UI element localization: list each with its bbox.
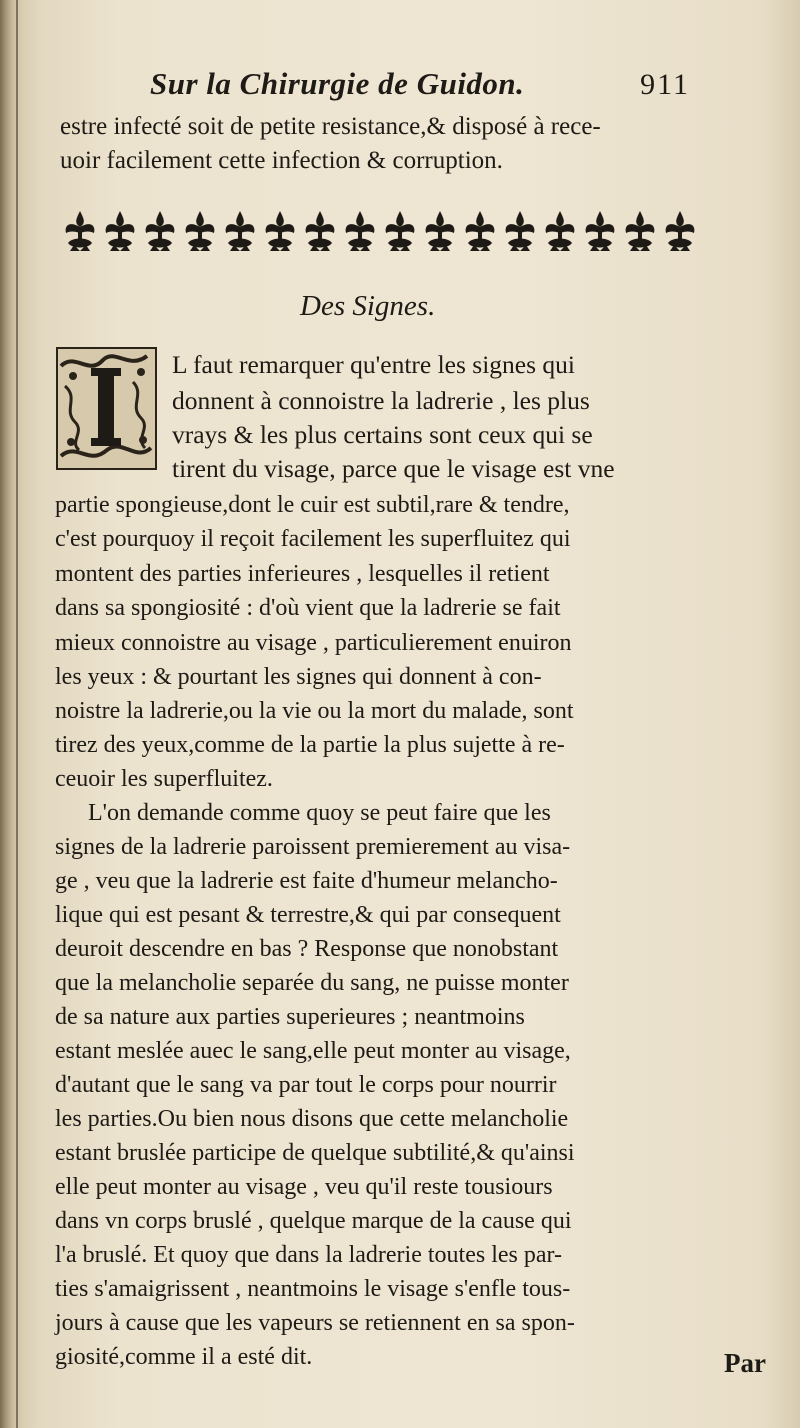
text-line: noistre la ladrerie,ou la vie ou la mort du malade, sont [55,698,574,724]
text-line: giosité,comme il a esté dit. [55,1344,313,1370]
initial-ornament [55,346,158,471]
text-line: les parties.Ou bien nous disons que cette melancholie [55,1106,569,1132]
page-number: 911 [640,68,690,101]
text-line: dans vn corps bruslé , quelque marque de la cause qui [55,1208,572,1234]
text-line: ties s'amaigrissent , neantmoins le visage s'enfle tous- [55,1276,571,1302]
text-line: L'on demande comme quoy se peut faire que les [88,800,551,826]
text-line: estre infecté soit de petite resistance,& disposé à rece- [60,113,601,140]
text-line: lique qui est pesant & terrestre,& qui par consequent [55,902,561,928]
text-line: partie spongieuse,dont le cuir est subtil,rare & tendre, [55,492,570,518]
section-title: Des Signes. [300,290,436,322]
text-line: signes de la ladrerie paroissent premierement au visa- [55,834,571,860]
text-line: jours à cause que les vapeurs se retiennent en sa spon- [55,1310,575,1336]
text-line: ge , veu que la ladrerie est faite d'humeur melancho- [55,868,558,894]
text-line: estant bruslée participe de quelque subtilité,& qu'ainsi [55,1140,575,1166]
text-line: dans sa spongiosité : d'où vient que la ladrerie se fait [55,595,561,621]
text-line: tirez des yeux,comme de la partie la plus sujette à re- [55,732,565,758]
text-line: l'a bruslé. Et quoy que dans la ladrerie toutes les par- [55,1242,563,1268]
text-line: uoir facilement cette infection & corruption. [60,147,503,174]
catchword: Par [724,1348,766,1378]
text-line: mieux connoistre au visage , particulierement enuiron [55,630,572,656]
text-line: les yeux : & pourtant les signes qui donnent à con- [55,664,542,690]
text-line: donnent à connoistre la ladrerie , les plus [172,386,590,415]
text-line: que la melancholie separée du sang, ne puisse monter [55,970,569,996]
text-line: deuroit descendre en bas ? Response que nonobstant [55,936,559,962]
text-line: ceuoir les superfluitez. [55,766,273,792]
decorated-initial [55,346,158,471]
text-line: c'est pourquoy il reçoit facilement les superfluitez qui [55,526,571,552]
text-line: d'autant que le sang va par tout le corps pour nourrir [55,1072,557,1098]
page-gutter [0,0,22,1428]
text-line: estant meslée auec le sang,elle peut monter au visage, [55,1038,571,1064]
spine-shadow [16,0,18,1428]
text-line: tirent du visage, parce que le visage est vne [172,454,615,483]
text-line: vrays & les plus certains sont ceux qui se [172,420,593,449]
text-line: de sa nature aux parties superieures ; neantmoins [55,1004,525,1030]
fleuron-ornament-band [60,205,716,255]
text-line: montent des parties inferieures , lesquelles il retient [55,561,550,587]
text-line: elle peut monter au visage , veu qu'il reste tousiours [55,1174,553,1200]
text-line: L faut remarquer qu'entre les signes qui [172,350,576,379]
page-header [150,66,690,116]
running-head: Sur la Chirurgie de Guidon. [150,66,525,101]
